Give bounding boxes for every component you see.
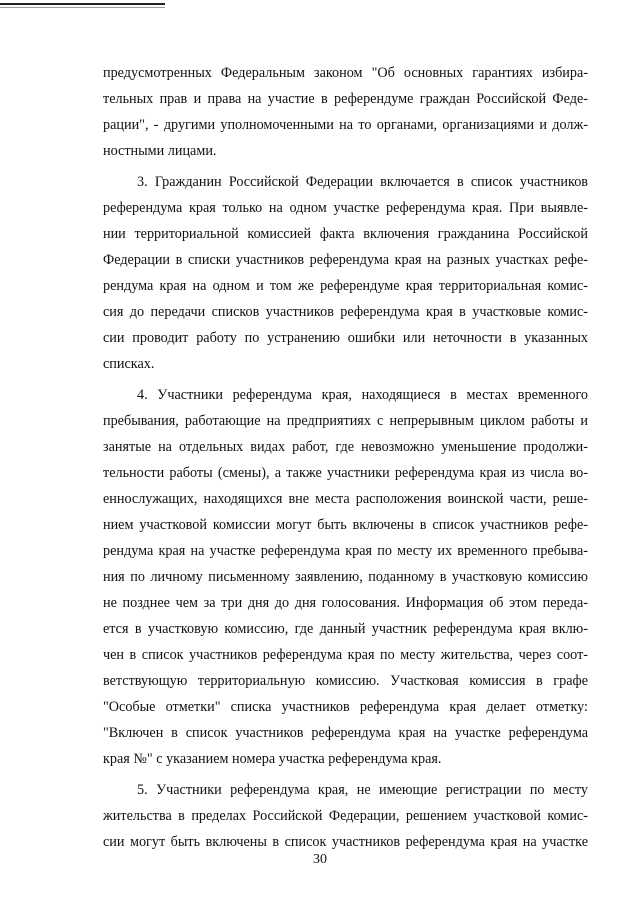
text-line: ветствующую территориальную комиссию. Участковая комиссия в графе (103, 673, 588, 689)
text-line: "Особые отметки" списка участников референдума края делает отметку: (103, 699, 588, 715)
text-line: пребывания, работающие на предприятиях с непрерывным циклом работы и (103, 413, 588, 429)
text-line: занятые на отдельных видах работ, где невозможно уменьшение продолжи- (103, 439, 588, 455)
text-line: тельности работы (смены), а также участники референдума края из числа во- (103, 465, 588, 481)
text-line: сии проводит работу по устранению ошибки или неточности в указанных (103, 330, 588, 346)
text-line: 3. Гражданин Российской Федерации включается в список участников (137, 174, 588, 190)
header-rule-shadow (0, 7, 165, 8)
text-line: "Включен в список участников референдума края на участке референдума (103, 725, 588, 741)
text-line: рендума края на одном и том же референдуме края территориальная комис- (103, 278, 588, 294)
paragraph (103, 60, 588, 164)
text-line: референдума края только на одном участке референдума края. При выявле- (103, 200, 588, 216)
text-line: нии территориальной комиссией факта включения гражданина Российской (103, 226, 588, 242)
text-line: списках. (103, 356, 155, 372)
text-line: края №" с указанием номера участка референдума края. (103, 751, 442, 767)
text-line: жительства в пределах Российской Федерации, решением участковой комис- (103, 808, 588, 824)
paragraph (103, 777, 588, 855)
text-line: еннослужащих, находящихся вне места расположения воинской части, реше- (103, 491, 588, 507)
paragraph (103, 382, 588, 772)
text-line: Федерации в списки участников референдума края на разных участках рефе- (103, 252, 588, 268)
text-line: ется в участковую комиссию, где данный участник референдума края вклю- (103, 621, 588, 637)
paragraph (103, 169, 588, 377)
document-body (103, 60, 588, 855)
text-line: ностными лицами. (103, 143, 217, 159)
page-number: 30 (313, 852, 327, 867)
text-line: не позднее чем за три дня до дня голосования. Информация об этом переда- (103, 595, 588, 611)
text-line: сии могут быть включены в список участников референдума края на участке (103, 834, 588, 850)
text-line: чен в список участников референдума края по месту жительства, через соот- (103, 647, 588, 663)
text-line: 4. Участники референдума края, находящиеся в местах временного (137, 387, 588, 403)
text-line: рации", - другими уполномоченными на то органами, организациями и долж- (103, 117, 588, 133)
text-line: ния по личному письменному заявлению, поданному в участковую комиссию (103, 569, 588, 585)
text-line: предусмотренных Федеральным законом "Об основных гарантиях избира- (103, 65, 588, 81)
text-line: 5. Участники референдума края, не имеющие регистрации по месту (137, 782, 588, 798)
text-line: рендума края на участке референдума края по месту их временного пребыва- (103, 543, 588, 559)
header-rule (0, 3, 165, 5)
text-line: нием участковой комиссии могут быть включены в список участников рефе- (103, 517, 588, 533)
text-line: сия до передачи списков участников референдума края в участковые комис- (103, 304, 588, 320)
text-line: тельных прав и права на участие в референдуме граждан Российской Феде- (103, 91, 588, 107)
